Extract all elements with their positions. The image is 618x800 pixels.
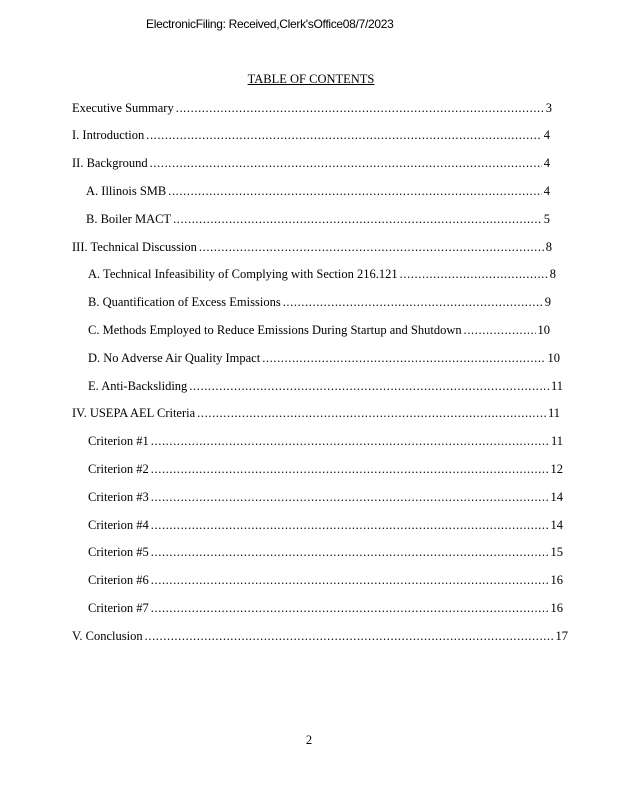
toc-entry-page: 11 [547, 406, 560, 420]
dot-leader [146, 127, 542, 143]
toc-entry-page: 16 [550, 601, 563, 615]
toc-entry-technical-infeasibility [88, 266, 556, 282]
toc-entry-page: 8 [549, 267, 556, 281]
toc-entry-label: III. Technical Discussion [72, 240, 197, 254]
toc-entry-page: 11 [550, 434, 563, 448]
toc-entry-page: 3 [545, 101, 552, 115]
toc-entry-label: Criterion #3 [88, 490, 149, 504]
electronic-filing-stamp: ElectronicFiling: Received,Clerk'sOffice08/7/2023 [146, 17, 394, 31]
toc-entry-page: 9 [544, 295, 551, 309]
toc-entry-label: Criterion #1 [88, 434, 149, 448]
toc-entry-label: B. Quantification of Excess Emissions [88, 295, 281, 309]
toc-entry-criterion-4 [88, 517, 563, 533]
dot-leader [151, 461, 549, 477]
toc-entry-page: 4 [543, 156, 550, 170]
toc-entry-page: 11 [550, 379, 563, 393]
toc-entry-label: Criterion #6 [88, 573, 149, 587]
toc-entry-criterion-1 [88, 433, 563, 449]
toc-entry-label: II. Background [72, 156, 148, 170]
toc-entry-label: E. Anti-Backsliding [88, 379, 188, 393]
toc-entry-label: IV. USEPA AEL Criteria [72, 406, 196, 420]
toc-entry-criterion-3 [88, 489, 563, 505]
toc-entry-criterion-2 [88, 461, 563, 477]
toc-entry-label: C. Methods Employed to Reduce Emissions During Startup and Shutdown [88, 323, 462, 337]
toc-entry-label: D. No Adverse Air Quality Impact [88, 351, 261, 365]
toc-entry-page: 14 [550, 490, 563, 504]
toc-entry-boiler-mact [86, 211, 550, 227]
toc-entry-label: Executive Summary [72, 101, 174, 115]
toc-entry-label: B. Boiler MACT [86, 212, 172, 226]
toc-entry-no-adverse-impact [88, 350, 560, 366]
toc-entry-label: I. Introduction [72, 128, 145, 142]
dot-leader [199, 239, 544, 255]
dot-leader [283, 294, 543, 310]
toc-entry-page: 10 [537, 323, 550, 337]
toc-entry-criterion-5 [88, 544, 563, 560]
dot-leader [145, 628, 554, 644]
toc-entry-illinois-smb [86, 183, 550, 199]
dot-leader [150, 155, 542, 171]
toc-entry-page: 10 [547, 351, 560, 365]
dot-leader [464, 322, 536, 338]
dot-leader [151, 572, 549, 588]
toc-entry-criterion-6 [88, 572, 563, 588]
dot-leader [262, 350, 545, 366]
dot-leader [151, 489, 549, 505]
toc-entry-page: 16 [550, 573, 563, 587]
toc-entry-page: 12 [550, 462, 563, 476]
toc-entry-page: 4 [543, 184, 550, 198]
toc-entry-label: Criterion #4 [88, 518, 149, 532]
toc-entry-label: Criterion #2 [88, 462, 149, 476]
dot-leader [151, 544, 549, 560]
toc-entry-label: V. Conclusion [72, 629, 143, 643]
dot-leader [176, 100, 544, 116]
toc-entry-label: A. Illinois SMB [86, 184, 167, 198]
dot-leader [151, 600, 549, 616]
toc-entry-introduction [72, 127, 550, 143]
toc-title: TABLE OF CONTENTS [247, 72, 375, 86]
toc-entry-page: 14 [550, 518, 563, 532]
toc-entry-usepa-ael-criteria [72, 405, 560, 421]
dot-leader [173, 211, 542, 227]
toc-entry-methods-employed [88, 322, 550, 338]
toc-entry-conclusion [72, 628, 568, 644]
toc-entry-quantification [88, 294, 551, 310]
toc-entry-page: 4 [543, 128, 550, 142]
toc-entry-page: 5 [543, 212, 550, 226]
toc-entry-technical-discussion [72, 239, 552, 255]
toc-entry-anti-backsliding [88, 378, 563, 394]
toc-entry-page: 8 [545, 240, 552, 254]
toc-entry-criterion-7 [88, 600, 563, 616]
toc-entry-page: 17 [555, 629, 568, 643]
toc-entry-page: 15 [550, 545, 563, 559]
toc-entry-label: Criterion #7 [88, 601, 149, 615]
dot-leader [151, 517, 549, 533]
dot-leader [151, 433, 549, 449]
dot-leader [400, 266, 548, 282]
dot-leader [189, 378, 549, 394]
page-number: 2 [305, 733, 313, 747]
toc-entry-background [72, 155, 550, 171]
toc-entry-executive-summary [72, 100, 552, 116]
toc-entry-label: Criterion #5 [88, 545, 149, 559]
dot-leader [197, 405, 546, 421]
toc-entry-label: A. Technical Infeasibility of Complying with Section 216.121 [88, 267, 398, 281]
dot-leader [168, 183, 542, 199]
